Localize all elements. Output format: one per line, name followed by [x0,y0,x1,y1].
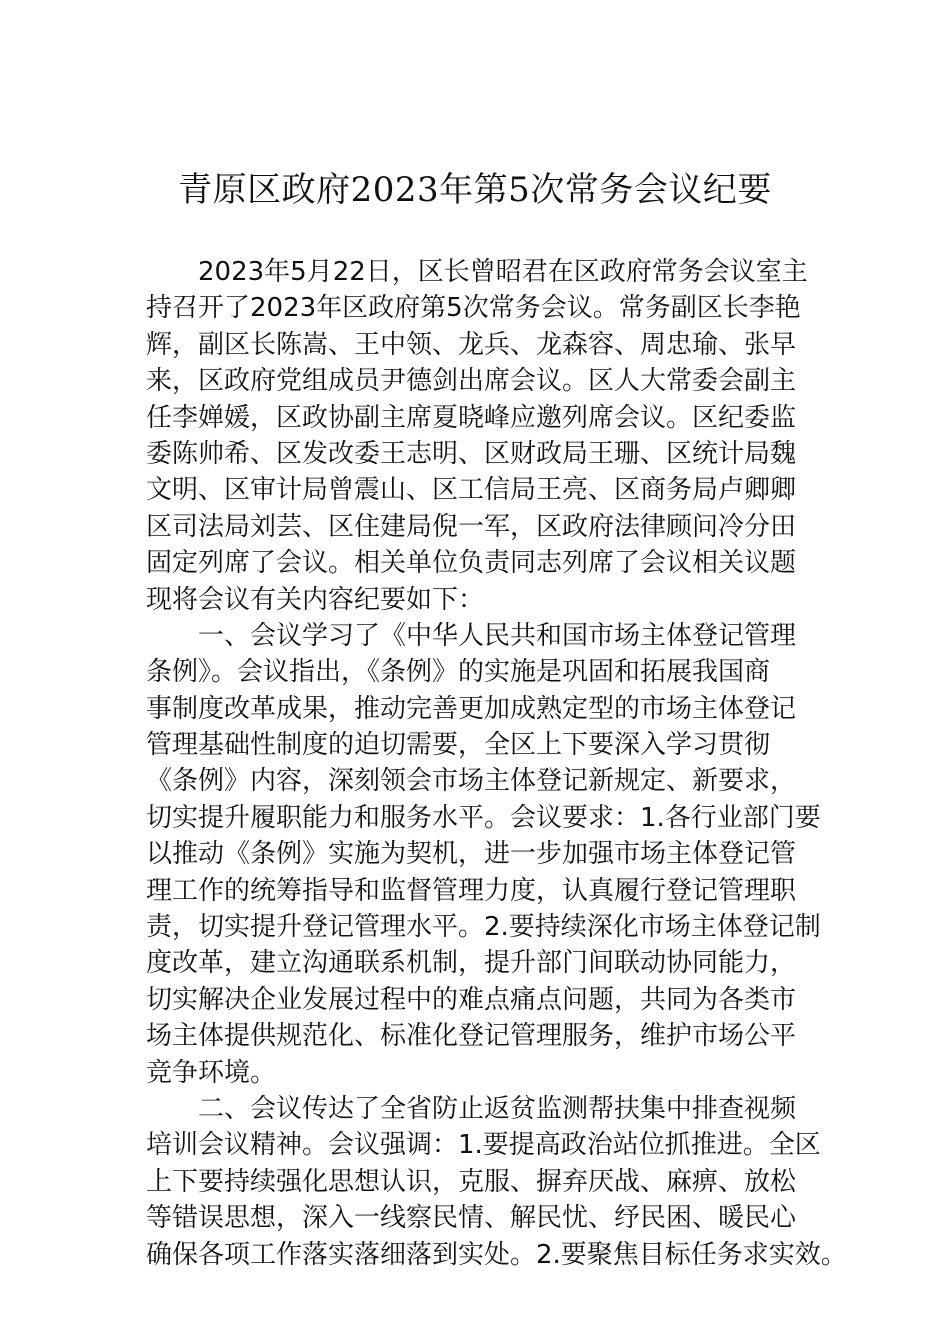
body-line: 培训会议精神。会议强调：1.要提高政治站位抓推进。全区 [146,1130,821,1161]
body-line: 度改革，建立沟通联系机制，提升部门间联动协同能力， [146,948,797,979]
body-line: 切实提升履职能力和服务水平。会议要求：1.各行业部门要 [146,802,821,833]
body-line: 委陈帅希、区发改委王志明、区财政局王珊、区统计局魏 [146,438,797,469]
body-line: 上下要持续强化思想认识，克服、摒弃厌战、麻痹、放松 [146,1166,797,1197]
body-line: 等错误思想，深入一线察民情、解民忧、纾民困、暖民心 [146,1203,797,1234]
body-line: 区司法局刘芸、区住建局倪一军，区政府法律顾问冷分田 [146,511,797,542]
document-title: 青原区政府2023年第5次常务会议纪要 [178,170,772,210]
document-body [146,254,847,1273]
body-line: 条例》。会议指出，《条例》的实施是巩固和拓展我国商 [146,657,771,688]
body-line: 文明、区审计局曾震山、区工信局王亮、区商务局卢卿卿 [146,475,797,506]
body-line: 现将会议有关内容纪要如下： [146,584,485,615]
body-line: 以推动《条例》实施为契机，进一步加强市场主体登记管 [146,839,797,870]
body-line: 持召开了2023年区政府第5次常务会议。常务副区长李艳 [146,293,801,324]
body-line: 理工作的统筹指导和监督管理力度，认真履行登记管理职 [146,875,797,906]
body-line: 一、会议学习了《中华人民共和国市场主体登记管理 [198,620,797,651]
body-line: 来，区政府党组成员尹德剑出席会议。区人大常委会副主 [146,366,797,397]
body-line: 二、会议传达了全省防止返贫监测帮扶集中排查视频 [198,1093,797,1124]
body-line: 确保各项工作落实落细落到实处。2.要聚焦目标任务求实效。 [146,1239,847,1270]
body-line: 竞争环境。 [146,1057,277,1088]
body-line: 切实解决企业发展过程中的难点痛点问题，共同为各类市 [146,984,797,1015]
body-line: 责，切实提升登记管理水平。2.要持续深化市场主体登记制 [146,912,821,943]
body-line: 2023年5月22日，区长曾昭君在区政府常务会议室主 [198,257,808,287]
body-line: 辉，副区长陈嵩、王中领、龙兵、龙森容、周忠瑜、张早 [146,329,797,360]
body-line: 任李婵媛，区政协副主席夏晓峰应邀列席会议。区纪委监 [146,402,797,433]
body-line: 场主体提供规范化、标准化登记管理服务，维护市场公平 [146,1021,797,1052]
body-line: 管理基础性制度的迫切需要，全区上下要深入学习贯彻 [146,730,771,761]
body-line: 固定列席了会议。相关单位负责同志列席了会议相关议题 [146,548,797,579]
body-line: 事制度改革成果，推动完善更加成熟定型的市场主体登记 [146,693,797,724]
body-line: 《条例》内容，深刻领会市场主体登记新规定、新要求， [146,766,797,797]
